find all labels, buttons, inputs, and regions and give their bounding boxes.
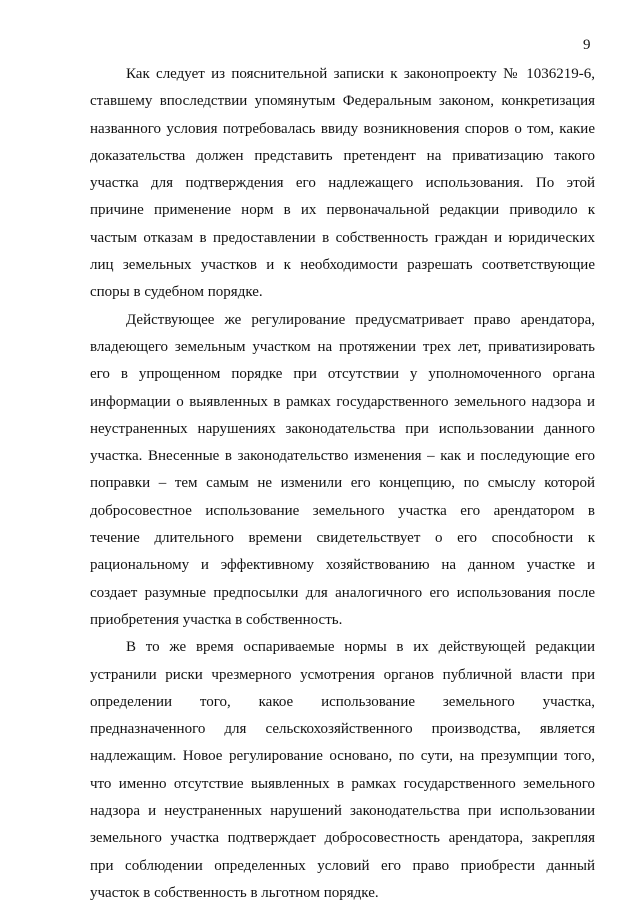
text-line: В то же время оспариваемые нормы в их действующей редакции [126, 639, 595, 656]
text-line: течение длительного времени свидетельствует о его способности к [90, 530, 595, 547]
text-line: информации о выявленных в рамках государственного земельного надзора и [90, 393, 595, 410]
text-line: споры в судебном порядке. [90, 284, 263, 301]
text-line: добросовестное использование земельного участка его арендатором в [90, 502, 595, 519]
text-line: Действующее же регулирование предусматривает право арендатора, [126, 311, 595, 328]
text-line: поправки – тем самым не изменили его концепцию, по смыслу которой [90, 475, 595, 492]
text-line: надзора и неустраненных нарушений законодательства при использовании [90, 803, 595, 820]
text-line: при соблюдении определенных условий его право приобрести данный [90, 857, 595, 874]
text-line: ставшему впоследствии упомянутым Федеральным законом, конкретизация [90, 93, 595, 110]
text-line: приобретения участка в собственность. [90, 611, 343, 628]
text-line: Как следует из пояснительной записки к законопроекту № 1036219-6, [126, 66, 595, 82]
text-line: предназначенного для сельскохозяйственного производства, является [90, 721, 595, 738]
text-line: лиц земельных участков и к необходимости разрешать соответствующие [90, 257, 595, 274]
text-line: устранили риски чрезмерного усмотрения органов публичной власти при [90, 666, 595, 683]
text-line: что именно отсутствие выявленных в рамках государственного земельного [90, 775, 595, 792]
text-line: причине применение норм в их первоначальной редакции приводило к [90, 202, 595, 219]
text-line: частым отказам в предоставлении в собственность граждан и юридических [90, 229, 595, 246]
text-line: земельного участка подтверждает добросовестность арендатора, закрепляя [90, 830, 595, 847]
text-line: создает разумные предпосылки для аналогичного его использования после [90, 584, 595, 601]
text-line: участок в собственность в льготном порядке. [90, 884, 379, 901]
text-line: участка. Внесенные в законодательство изменения – как и последующие его [90, 448, 595, 465]
page-number: 9 [583, 37, 591, 53]
text-line: его в упрощенном порядке при отсутствии у уполномоченного органа [90, 366, 595, 383]
text-line: рациональному и эффективному хозяйствованию на данном участке и [90, 557, 595, 574]
text-line: определении того, какое использование земельного участка, [90, 693, 595, 710]
text-line: названного условия потребовалась ввиду возникновения споров о том, какие [90, 120, 595, 137]
text-line: доказательства должен представить претендент на приватизацию такого [90, 147, 595, 164]
text-line: участка для подтверждения его надлежащего использования. По этой [90, 175, 595, 192]
text-line: надлежащим. Новое регулирование основано, по сути, на презумпции того, [90, 748, 595, 765]
text-line: неустраненных нарушениях законодательства при использовании данного [90, 420, 595, 437]
document-body [90, 61, 595, 907]
text-line: владеющего земельным участком на протяжении трех лет, приватизировать [90, 338, 595, 355]
